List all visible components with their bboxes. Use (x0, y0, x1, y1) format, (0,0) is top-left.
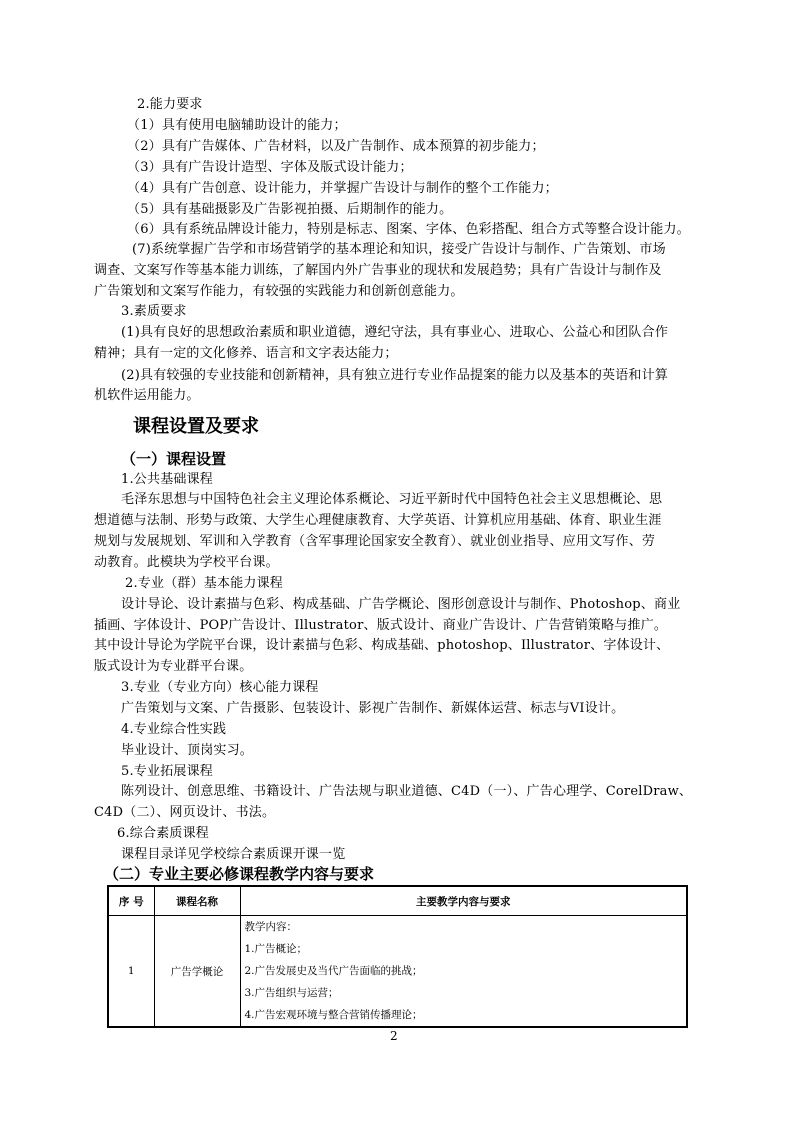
header-course-name: 课程名称 (154, 886, 240, 916)
table-header-row (108, 886, 687, 916)
course-5-title: 5.专业拓展课程 (121, 764, 214, 779)
quality-heading: 3.素质要求 (121, 304, 187, 319)
subsection-1-title: （一）课程设置 (121, 450, 227, 468)
ability-item-4: （4）具有广告创意、设计能力，并掌握广告设计与制作的整个工作能力； (127, 181, 558, 196)
course-5-line-1: 陈列设计、创意思维、书籍设计、广告法规与职业道德、C4D（一）、广告心理学、CorelDraw、 (121, 784, 693, 799)
header-content: 主要教学内容与要求 (240, 886, 687, 916)
quality-p1-line-2: 精神；具有一定的文化修养、语言和文字表达能力； (94, 346, 398, 361)
course-5-line-2: C4D（二）、网页设计、书法。 (94, 805, 276, 820)
content-line: 教学内容： (244, 921, 297, 933)
course-1-line-3: 规划与发展规划、军训和入学教育（含军事理论国家安全教育）、就业创业指导、应用文写作、劳 (94, 534, 656, 549)
ability-item-2: （2）具有广告媒体、广告材料，以及广告制作、成本预算的初步能力； (127, 139, 545, 154)
ability-item-7-line-2: 调查、文案写作等基本能力训练，了解国内外广告事业的现状和发展趋势；具有广告设计与制作及 (94, 263, 662, 278)
content-line: 1.广告概论； (244, 943, 308, 955)
course-table (107, 885, 688, 1028)
row-no: 1 (108, 916, 154, 1028)
course-3-title: 3.专业（专业方向）核心能力课程 (121, 680, 319, 695)
course-2-line-3: 其中设计导论为学院平台课，设计素描与色彩、构成基础、photoshop、Illustrator、字体设计、 (94, 638, 670, 653)
course-6-body: 课程目录详见学校综合素质课开课一览 (121, 847, 346, 862)
quality-p1-line-1: (1)具有良好的思想政治素质和职业道德，遵纪守法，具有事业心、进取心、公益心和团队合作 (121, 325, 669, 340)
course-2-title: 2.专业（群）基本能力课程 (125, 576, 284, 591)
course-2-line-1: 设计导论、设计素描与色彩、构成基础、广告学概论、图形创意设计与制作、Photoshop、商业 (121, 597, 681, 612)
ability-item-6: （6）具有系统品牌设计能力，特别是标志、图案、字体、色彩搭配、组合方式等整合设计能力。 (127, 222, 690, 237)
quality-p2-line-2: 机软件运用能力。 (94, 388, 200, 403)
course-3-body: 广告策划与文案、广告摄影、包装设计、影视广告制作、新媒体运营、标志与VI设计。 (121, 701, 625, 716)
course-2-line-4: 版式设计为专业群平台课。 (94, 659, 253, 674)
quality-p2-line-1: (2)具有较强的专业技能和创新精神，具有独立进行专业作品提案的能力以及基本的英语和计算 (121, 368, 669, 383)
content-line: 2.广告发展史及当代广告面临的挑战； (244, 965, 423, 977)
header-no: 序 号 (108, 886, 154, 916)
course-4-body: 毕业设计、顶岗实习。 (121, 743, 254, 758)
row-course-name: 广告学概论 (154, 916, 240, 1028)
subsection-2-title: （二）专业主要必修课程教学内容与要求 (104, 865, 375, 883)
course-2-line-2: 插画、字体设计、POP广告设计、Illustrator、版式设计、商业广告设计、广告营销策略与推广。 (94, 618, 668, 633)
ability-item-7-line-3: 广告策划和文案写作能力，有较强的实践能力和创新创意能力。 (94, 284, 464, 299)
content-line: 3.广告组织与运营； (244, 987, 339, 999)
ability-item-3: （3）具有广告设计造型、字体及版式设计能力； (127, 160, 413, 175)
course-1-line-2: 想道德与法制、形势与政策、大学生心理健康教育、大学英语、计算机应用基础、体育、职业生涯 (94, 513, 662, 528)
table-row (108, 916, 687, 1028)
course-1-line-4: 动教育。此模块为学校平台课。 (94, 555, 279, 570)
ability-item-7-line-1: (7)系统掌握广告学和市场营销学的基本理论和知识，接受广告设计与制作、广告策划、市场 (132, 242, 666, 257)
course-4-title: 4.专业综合性实践 (121, 722, 227, 737)
row-content (240, 916, 687, 1028)
ability-item-5: （5）具有基础摄影及广告影视拍摄、后期制作的能力。 (127, 202, 453, 217)
ability-heading: 2.能力要求 (137, 97, 203, 112)
content-line: 4.广告宏观环境与整合营销传播理论； (244, 1009, 423, 1021)
ability-item-1: （1）具有使用电脑辅助设计的能力； (127, 118, 347, 133)
course-6-title: 6.综合素质课程 (117, 826, 210, 841)
section-title: 课程设置及要求 (133, 416, 259, 437)
course-1-title: 1.公共基础课程 (121, 472, 214, 487)
page-number: 2 (390, 1029, 398, 1043)
course-1-line-1: 毛泽东思想与中国特色社会主义理论体系概论、习近平新时代中国特色社会主义思想概论、思 (121, 492, 663, 507)
